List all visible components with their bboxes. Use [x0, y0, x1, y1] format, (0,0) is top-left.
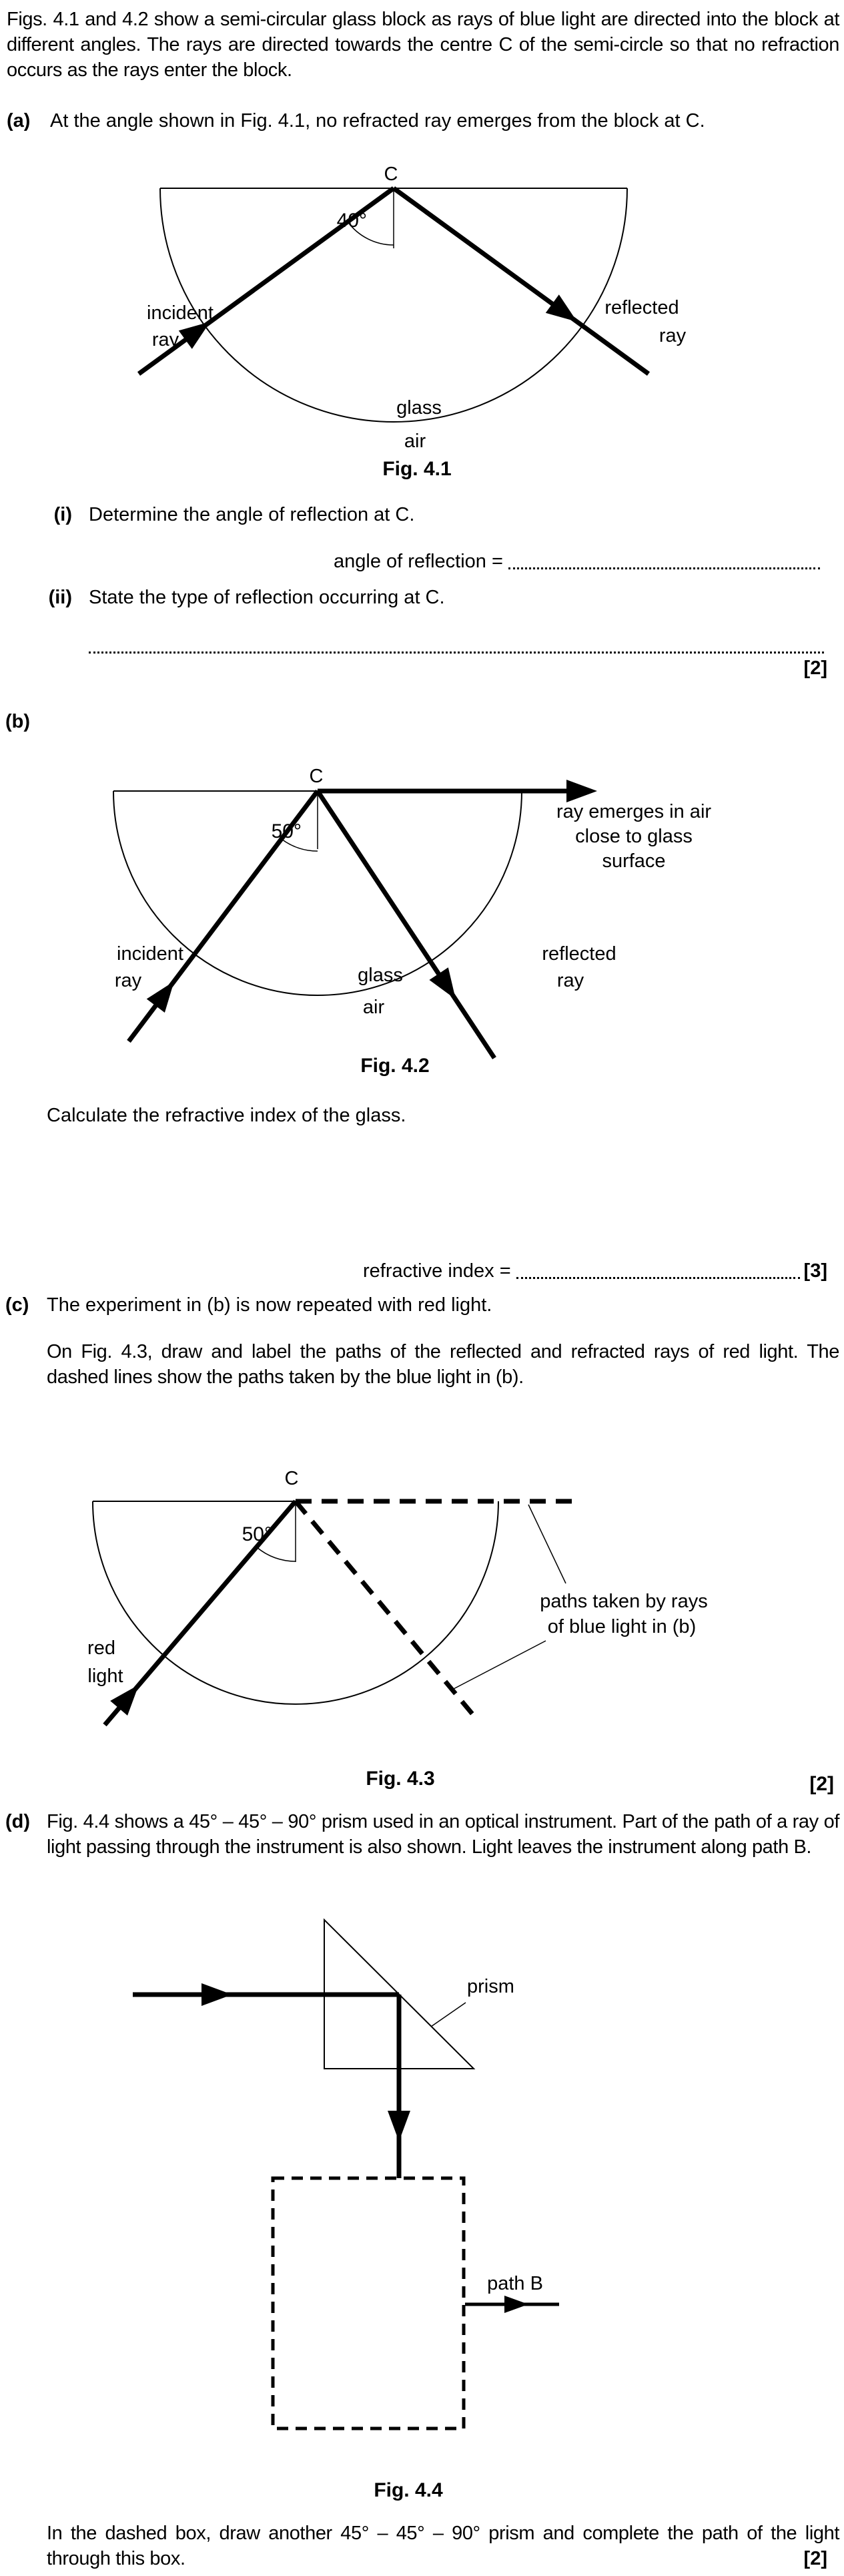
fig44-caption: Fig. 4.4	[374, 2479, 443, 2501]
part-b-text: Calculate the refractive index of the glass.	[47, 1105, 406, 1126]
fig42-glass-label: glass	[358, 965, 403, 986]
fig44-incoming-arrowhead-icon	[201, 1983, 232, 2006]
part-d-marks: [2]	[803, 2548, 827, 2569]
part-d-closing-text: In the dashed box, draw another 45° – 45° – 90° prism and complete the path of the light through this box.	[47, 2523, 839, 2569]
part-a-label: (a)	[7, 110, 31, 132]
fig42-emerge-label-line1: ray emerges in air	[556, 801, 712, 822]
fig41-glass-label: glass	[396, 397, 442, 419]
fig-4-2-diagram	[0, 748, 844, 1081]
fig41-incident-label-line1: incident	[147, 302, 214, 324]
fig41-reflected-arrowhead-icon	[546, 294, 584, 331]
intro-paragraph: Figs. 4.1 and 4.2 show a semi-circular glass block as rays of blue light are directed into the block at different angles. The rays are directed towards the centre C of the semi-circle so that no refraction occurs as the rays enter the block.	[7, 9, 839, 81]
fig44-path-b-arrowhead-icon	[504, 2296, 528, 2313]
fig41-reflected-label-line1: reflected	[604, 297, 679, 318]
fig43-callout-line-top	[528, 1505, 566, 1583]
fig44-prism-label: prism	[467, 1976, 514, 1997]
part-d-text: Fig. 4.4 shows a 45° – 45° – 90° prism used in an optical instrument. Part of the path of a ray of light passing through the instrument is also shown. Light leaves the instrument along path B.	[47, 1811, 839, 1858]
angle-of-reflection-prefix: angle of reflection =	[334, 551, 503, 572]
part-c-marks: [2]	[809, 1773, 834, 1795]
part-a-ii-text: State the type of reflection occurring at C.	[89, 587, 445, 608]
fig44-prism-callout-line	[431, 2003, 466, 2027]
fig42-caption: Fig. 4.2	[360, 1055, 430, 1077]
answer-dotted-line[interactable]	[508, 567, 820, 569]
fig43-angle-arc	[257, 1547, 296, 1561]
fig42-reflected-label-line1: reflected	[542, 943, 616, 965]
fig44-downward-arrowhead-icon	[388, 2111, 410, 2141]
part-a-i-text: Determine the angle of reflection at C.	[89, 504, 415, 525]
fig41-caption: Fig. 4.1	[382, 458, 452, 480]
fig-4-1-diagram	[0, 154, 844, 487]
fig41-angle-label: 40°	[336, 210, 367, 232]
fig43-red-label-line2: light	[87, 1665, 123, 1687]
fig44-path-b-label: path B	[487, 2273, 543, 2294]
fig43-note-line1: paths taken by rays	[540, 1591, 708, 1612]
fig41-point-c-label: C	[384, 164, 398, 185]
answer-dotted-line[interactable]	[516, 1276, 800, 1279]
fig43-point-c-label: C	[284, 1468, 299, 1489]
refractive-index-prefix: refractive index =	[363, 1260, 511, 1282]
fig42-emerge-label-line2: close to glass	[575, 826, 693, 847]
part-d-label: (d)	[5, 1811, 31, 1832]
part-a-ii-label: (ii)	[48, 587, 72, 608]
fig43-angle-label: 50°	[242, 1523, 272, 1545]
part-c-text1: The experiment in (b) is now repeated with red light.	[47, 1294, 492, 1316]
fig43-callout-line-bottom	[452, 1641, 546, 1690]
angle-of-reflection-answer-row	[334, 549, 824, 574]
fig41-air-label: air	[404, 431, 426, 452]
fig42-incident-label-line1: incident	[117, 943, 183, 965]
fig41-reflected-label-line2: ray	[659, 325, 687, 346]
part-c-label: (c)	[5, 1294, 29, 1316]
fig43-note-line2: of blue light in (b)	[547, 1616, 697, 1637]
part-a-marks: [2]	[803, 658, 827, 679]
fig43-caption: Fig. 4.3	[366, 1768, 435, 1790]
fig42-emerge-label-line3: surface	[602, 850, 666, 872]
fig43-red-label-line1: red	[87, 1637, 115, 1659]
fig42-emerging-arrowhead-icon	[566, 780, 597, 802]
fig44-dashed-answer-box[interactable]	[273, 2178, 464, 2428]
part-a-i-label: (i)	[53, 504, 72, 525]
fig42-point-c-label: C	[309, 766, 324, 787]
fig42-air-label: air	[362, 997, 385, 1018]
answer-dotted-line[interactable]	[89, 642, 824, 654]
fig41-reflected-ray	[394, 188, 649, 374]
part-b-marks: [3]	[803, 1260, 827, 1282]
fig42-reflected-label-line2: ray	[556, 970, 584, 991]
fig42-reflected-arrowhead-icon	[429, 967, 465, 1005]
fig-4-4-diagram	[0, 1902, 844, 2517]
fig-4-3-diagram	[0, 1435, 844, 1802]
part-c-text2: On Fig. 4.3, draw and label the paths of the reflected and refracted rays of red light. The dashed lines show the paths taken by the blue light in (b).	[47, 1341, 839, 1388]
refractive-index-answer-row	[363, 1258, 827, 1284]
part-b-label: (b)	[5, 711, 31, 732]
fig42-angle-label: 50°	[271, 820, 302, 842]
fig42-reflected-ray	[318, 791, 494, 1058]
part-a-text: At the angle shown in Fig. 4.1, no refracted ray emerges from the block at C.	[50, 110, 705, 132]
fig41-incident-label-line2: ray	[151, 329, 179, 350]
fig42-incident-label-line2: ray	[114, 970, 142, 991]
